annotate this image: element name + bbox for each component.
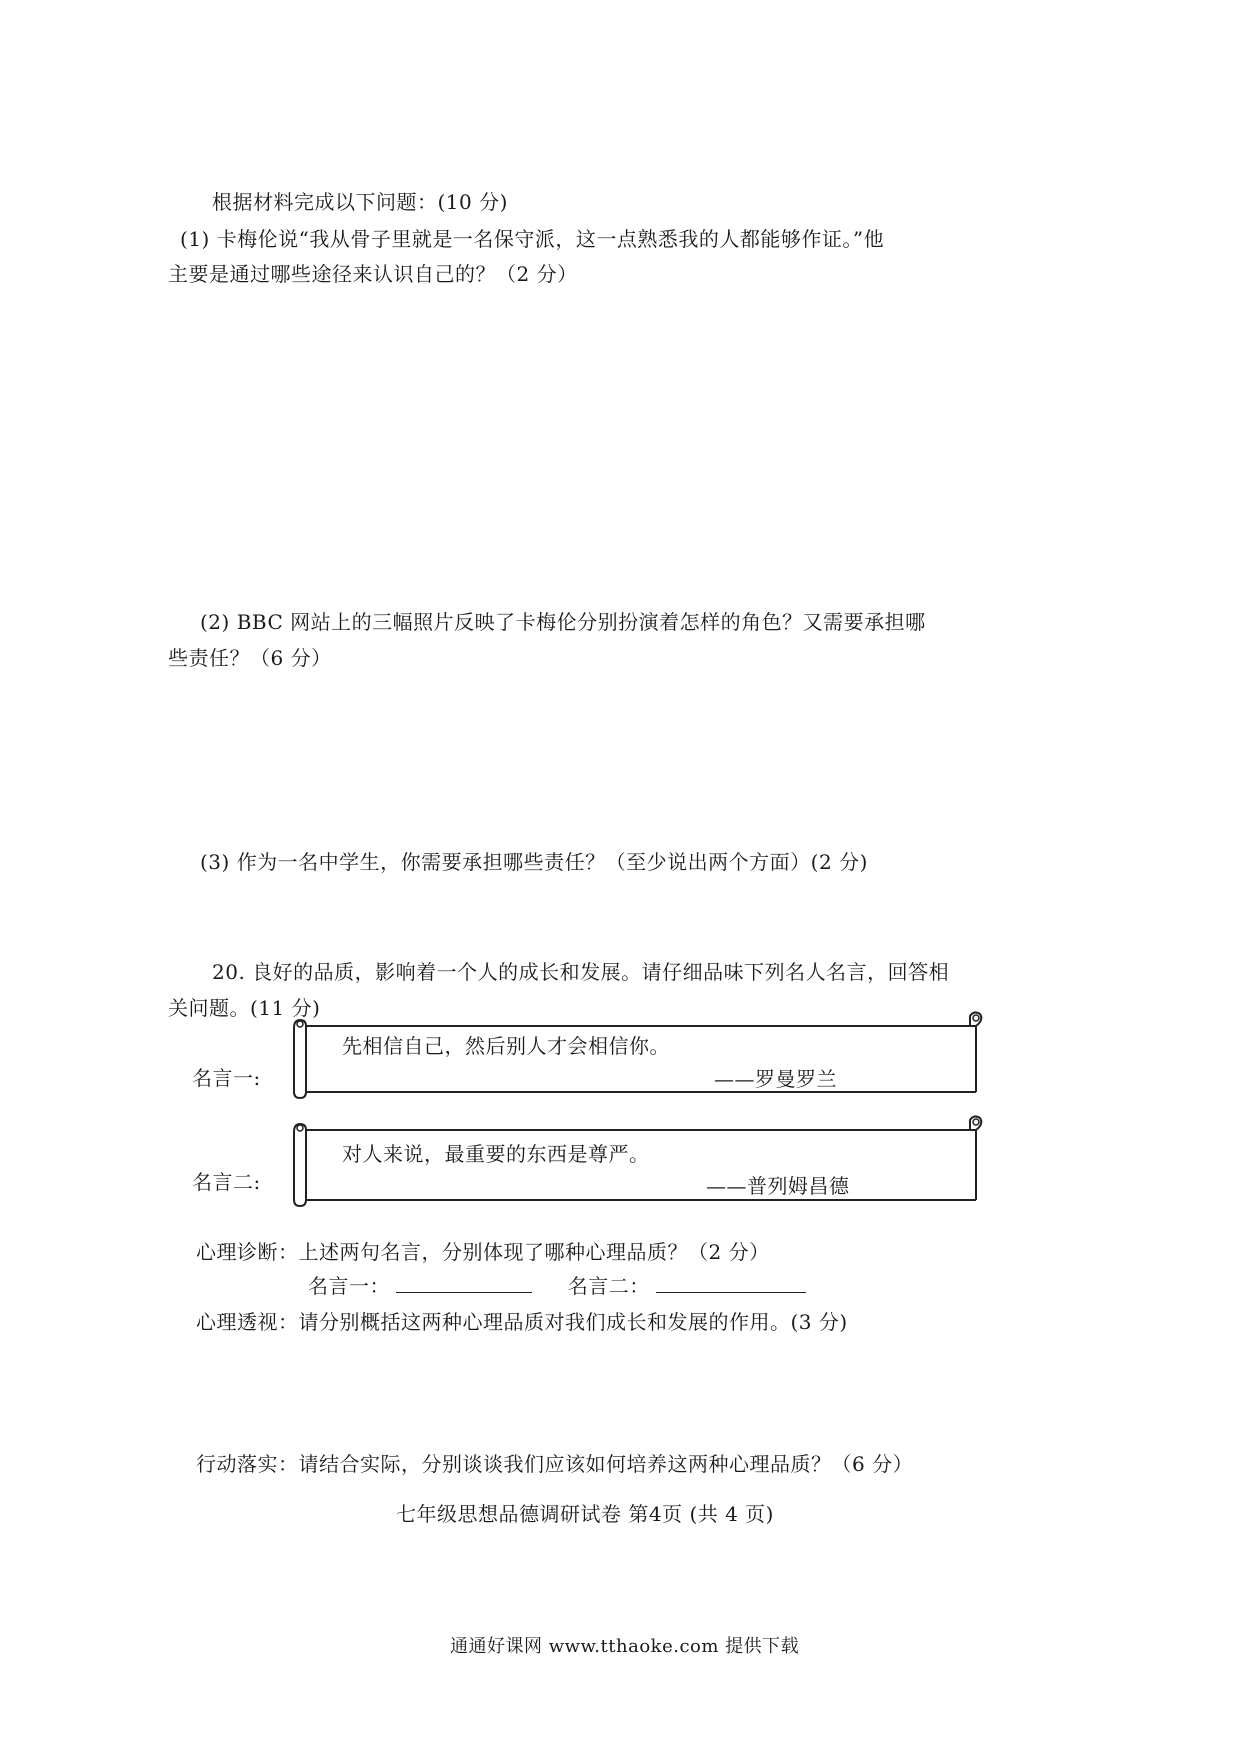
q19-sub3: (3) 作为一名中学生，你需要承担哪些责任？（至少说出两个方面）(2 分) — [200, 850, 868, 874]
blank2-label: 名言二： — [567, 1274, 650, 1298]
q20-intro-line1: 20. 良好的品质，影响着一个人的成长和发展。请仔细品味下列名人名言，回答相 — [212, 960, 950, 984]
blank1-label: 名言一： — [308, 1274, 390, 1298]
q19-intro: 根据材料完成以下问题：(10 分) — [212, 190, 508, 214]
quote2-scroll-frame — [286, 1112, 986, 1198]
page-footer: 七年级思想品德调研试卷 第4页 (共 4 页) — [396, 1502, 774, 1526]
quote1-author: ——罗曼罗兰 — [714, 1067, 837, 1091]
q19-sub1-line2: 主要是通过哪些途径来认识自己的？（2 分） — [168, 262, 578, 286]
answer-blank-row — [308, 1274, 806, 1298]
action-prompt: 行动落实：请结合实际，分别谈谈我们应该如何培养这两种心理品质？（6 分） — [196, 1452, 914, 1476]
diagnosis-prompt: 心理诊断：上述两句名言，分别体现了哪种心理品质？（2 分） — [196, 1240, 770, 1264]
source-credit: 通通好课网 www.tthaoke.com 提供下载 — [450, 1636, 800, 1657]
answer-blank-1[interactable] — [396, 1292, 532, 1293]
quote2-text: 对人来说，最重要的东西是尊严。 — [342, 1142, 650, 1166]
q19-sub2-line1: (2) BBC 网站上的三幅照片反映了卡梅伦分别扮演着怎样的角色？又需要承担哪 — [200, 610, 926, 634]
quote2-author: ——普列姆昌德 — [706, 1174, 850, 1198]
perspective-prompt: 心理透视：请分别概括这两种心理品质对我们成长和发展的作用。(3 分) — [196, 1310, 848, 1334]
quote1-text: 先相信自己，然后别人才会相信你。 — [342, 1034, 670, 1058]
quote1-scroll-frame — [286, 1008, 986, 1091]
q19-sub1-line1: (1) 卡梅伦说“我从骨子里就是一名保守派，这一点熟悉我的人都能够作证。”他 — [180, 227, 885, 251]
quote1-label: 名言一: — [192, 1066, 261, 1090]
quote2-label: 名言二: — [192, 1170, 261, 1194]
q20-intro-line2: 关问题。(11 分) — [168, 996, 321, 1020]
q19-sub2-line2: 些责任？（6 分） — [168, 646, 332, 670]
answer-blank-2[interactable] — [656, 1292, 806, 1293]
